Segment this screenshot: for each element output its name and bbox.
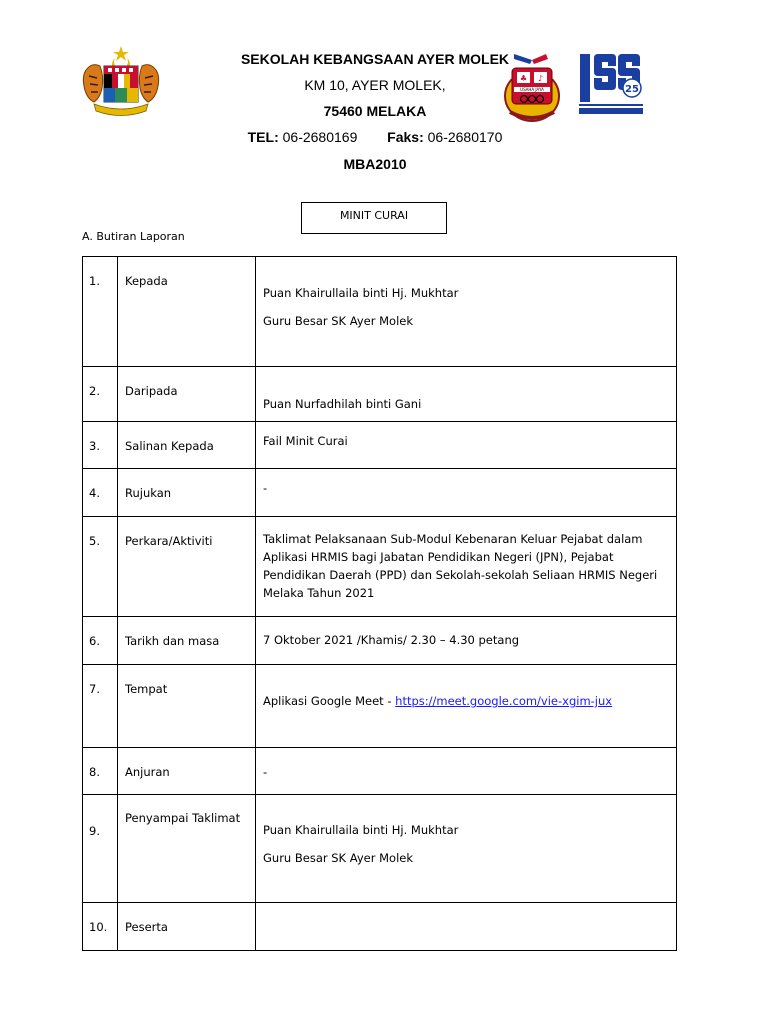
table-row — [83, 469, 677, 517]
row-number: 6. — [89, 634, 100, 648]
row-label: Penyampai Taklimat — [125, 811, 241, 825]
iso-25-logo — [577, 52, 645, 118]
report-details-table — [82, 256, 677, 951]
table-row — [83, 903, 677, 951]
row-value-line: Guru Besar SK Ayer Molek — [263, 851, 413, 865]
row-number: 4. — [89, 486, 100, 500]
row-label: Peserta — [125, 920, 168, 934]
meet-link[interactable]: https://meet.google.com/vie-xgim-jux — [395, 694, 613, 708]
fax-label: Faks: — [387, 129, 424, 145]
row-value-line: Puan Nurfadhilah binti Gani — [263, 397, 422, 411]
school-name: SEKOLAH KEBANGSAAN AYER MOLEK — [240, 51, 510, 67]
table-row — [83, 422, 677, 469]
svg-text:♣: ♣ — [519, 74, 528, 83]
tel-label: TEL: — [247, 129, 279, 145]
row-number: 1. — [89, 274, 100, 288]
document-title: MINIT CURAI — [301, 202, 447, 234]
row-value-line: - — [263, 765, 268, 779]
row-label: Kepada — [125, 274, 168, 288]
row-label: Tempat — [125, 682, 168, 696]
address-line: KM 10, AYER MOLEK, — [304, 77, 446, 93]
row-value-line: Guru Besar SK Ayer Molek — [263, 314, 413, 328]
activity-description: Taklimat Pelaksanaan Sub-Modul Kebenaran Keluar Pejabat dalam Aplikasi HRMIS bagi Jabatan Pendidikan Negeri (JPN), Pejabat Pendidikan Daerah (PPD) dan Sekolah-sekolah Seliaan HRMIS Negeri Melaka Tahun 2021 — [263, 532, 658, 600]
fax-value: 06-2680170 — [427, 129, 503, 145]
coat-of-arms-logo — [80, 44, 162, 120]
row-number: 5. — [89, 534, 100, 548]
table-row — [83, 795, 677, 903]
row-number: 2. — [89, 384, 100, 398]
row-label: Salinan Kepada — [125, 439, 214, 453]
venue-line — [263, 694, 612, 708]
section-title: A. Butiran Laporan — [82, 230, 185, 243]
row-number: 7. — [89, 682, 100, 696]
table-row — [83, 257, 677, 367]
row-label: Daripada — [125, 384, 178, 398]
row-label: Tarikh dan masa — [125, 634, 220, 648]
venue-text: Aplikasi Google Meet - — [263, 694, 396, 708]
row-label: Rujukan — [125, 486, 172, 500]
contact-line — [180, 130, 570, 144]
table-row — [83, 367, 677, 422]
row-value-line: Fail Minit Curai — [263, 434, 348, 448]
row-value-line: Puan Khairullaila binti Hj. Mukhtar — [263, 823, 459, 837]
tel-value: 06-2680169 — [282, 129, 358, 145]
table-row — [83, 665, 677, 748]
row-value-line: Puan Khairullaila binti Hj. Mukhtar — [263, 286, 459, 300]
row-number: 10. — [89, 920, 108, 934]
iso-number: 25 — [625, 84, 639, 95]
row-value-line: - — [263, 481, 268, 495]
postcode-city: 75460 MELAKA — [323, 103, 427, 119]
svg-text:♪: ♪ — [537, 74, 544, 83]
row-label: Anjuran — [125, 765, 170, 779]
row-number: 3. — [89, 439, 100, 453]
row-label: Perkara/Aktiviti — [125, 534, 213, 548]
row-number: 9. — [89, 824, 100, 838]
row-value-line: 7 Oktober 2021 /Khamis/ 2.30 – 4.30 petang — [263, 633, 520, 647]
table-row — [83, 617, 677, 665]
school-motto: USAHA JAYA — [520, 87, 544, 93]
table-row — [83, 517, 677, 617]
table-row — [83, 748, 677, 795]
row-number: 8. — [89, 765, 100, 779]
school-code: MBA2010 — [343, 156, 407, 172]
